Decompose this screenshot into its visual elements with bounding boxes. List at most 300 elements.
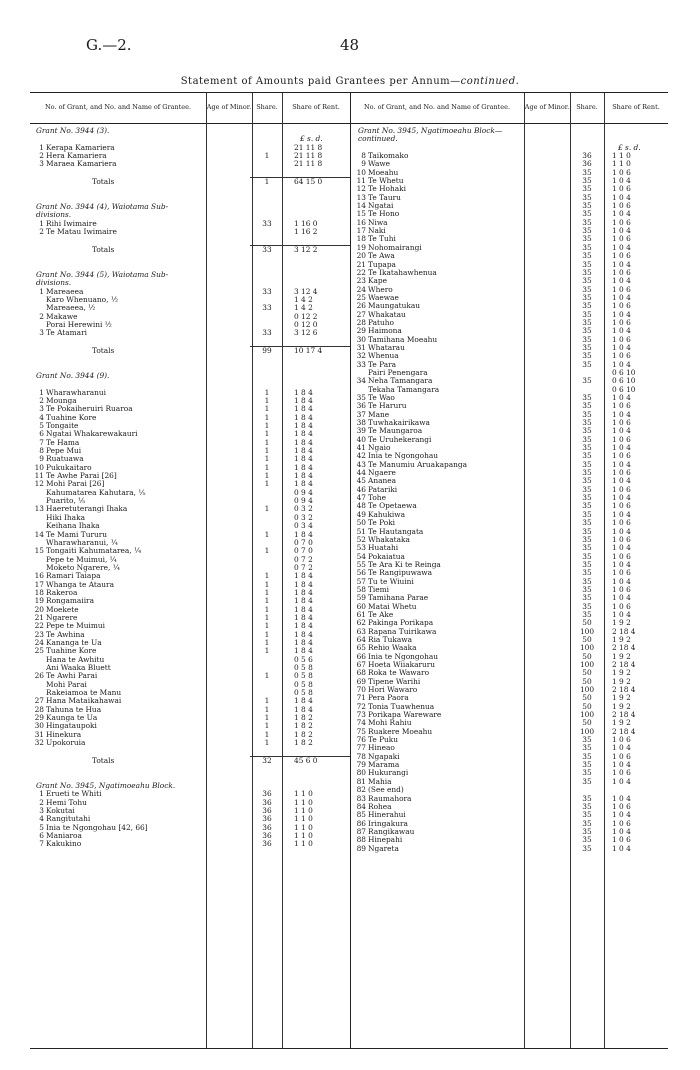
grant-heading (32, 203, 350, 211)
grantee-rent: 0 5 8 (294, 688, 313, 698)
grantee-rent: 1 0 4 (612, 743, 631, 753)
grantee-name: Haeretuterangi Ihaka (46, 504, 128, 514)
blank-row (32, 338, 350, 346)
grantee-name: Roka te Wawaro (368, 668, 430, 678)
grantee-number: 21 (34, 612, 44, 622)
grantee-name: Ngaio (368, 443, 391, 453)
grantee-number: 73 (356, 710, 366, 720)
grantee-rent: 1 0 6 (612, 518, 631, 528)
grantee-number: 1 (39, 387, 44, 397)
grantee-number: 8 (39, 446, 44, 456)
grantee-share: 50 (582, 693, 592, 703)
grantee-rent: 0 6 10 (612, 367, 636, 377)
grantee-name: Te Haruru (368, 401, 407, 411)
grantee-rent: 2 18 4 (612, 710, 636, 720)
grantee-share: 35 (582, 184, 592, 194)
grantee-share: 50 (582, 634, 592, 644)
grantee-number: 36 (356, 401, 366, 411)
grantee-share: 1 (264, 151, 270, 161)
grantee-rent: 21 11 8 (294, 142, 323, 152)
grantee-rent: 1 0 4 (612, 593, 631, 603)
grant-heading (32, 372, 350, 380)
grantee-rent: 1 9 2 (612, 676, 631, 686)
grantee-name: Rangikawau (368, 826, 415, 836)
grantee-number: 1 (39, 789, 44, 799)
grantee-name: Waewae (368, 292, 399, 302)
grantee-number: 61 (356, 609, 366, 619)
grantee-number: 54 (356, 551, 366, 561)
grantee-rent: 1 1 0 (294, 789, 313, 799)
grantee-name: Whatarau (368, 342, 405, 352)
grantee-share: 36 (262, 839, 272, 849)
grantee-name: Porikapa Wareware (368, 710, 442, 720)
grantee-share: 35 (582, 259, 592, 269)
grantee-rent: 1 9 2 (612, 634, 631, 644)
grantee-number: 1 (39, 218, 44, 228)
grantee-share: 36 (262, 797, 272, 807)
grantee-name: Hana Mataikahawai (46, 696, 122, 706)
grantee-number: 80 (356, 768, 366, 778)
grantee-number: 10 (34, 462, 44, 472)
grantee-number: 31 (34, 729, 44, 739)
blank-row (32, 186, 350, 194)
grantee-rent: 1 0 6 (612, 835, 631, 845)
grantee-rent: 1 0 4 (612, 192, 631, 202)
grantee-number: 79 (356, 760, 366, 770)
grantee-number: 42 (356, 451, 366, 461)
grantee-share: 1 (264, 729, 270, 739)
grantee-rent: 1 8 4 (294, 604, 313, 614)
grantee-name: Tuahine Kore (46, 646, 97, 656)
grantee-rent: 1 8 4 (294, 462, 313, 472)
grantee-share: 35 (582, 317, 592, 327)
grantee-row (32, 329, 350, 337)
grantee-number: 5 (39, 421, 44, 431)
grantee-rent: 0 12 0 (294, 319, 318, 329)
grantee-name: Whakataka (368, 534, 410, 544)
grantee-number: 12 (356, 184, 366, 194)
grantee-name: Ngareta (368, 843, 399, 853)
grantee-name: Hukurangi (368, 768, 409, 778)
grantee-name: Te Ikatahawhenua (368, 267, 437, 277)
grantee-number: 24 (356, 284, 366, 294)
document-reference: G.—2. (86, 36, 132, 54)
grantee-share: 1 (264, 504, 270, 514)
grantee-number: 22 (356, 267, 366, 277)
grantee-number: 23 (356, 276, 366, 286)
grantee-name: Tonia Tuawhenua (368, 701, 435, 711)
grantee-rent: 1 1 0 (612, 159, 631, 169)
grantee-number: 22 (34, 621, 44, 631)
blank-row (32, 254, 350, 262)
grantee-share: 35 (582, 443, 592, 453)
grantee-name: Patariki (368, 484, 398, 494)
grantee-share: 33 (262, 328, 272, 338)
grantee-rent: 1 0 4 (612, 793, 631, 803)
grantee-rent: 1 0 6 (612, 418, 631, 428)
grant-heading-text: Grant No. 3944 (9). (36, 370, 110, 380)
grantee-rent: 1 9 2 (612, 693, 631, 703)
grantee-share: 35 (582, 401, 592, 411)
blank-row (32, 169, 350, 177)
grantee-rent: 1 8 4 (294, 421, 313, 431)
grantee-share: 36 (262, 830, 272, 840)
grant-heading-text: Grant No. 3944 (4), Waiotama Sub- (36, 202, 169, 212)
grantee-rent: 0 3 2 (294, 512, 313, 522)
grantee-number: 2 (39, 311, 44, 321)
grantee-name: Mohi Rahiu (368, 718, 412, 728)
grantee-rent: 1 1 0 (294, 805, 313, 815)
grantee-share: 35 (582, 551, 592, 561)
grantee-name: Hinepahi (368, 835, 403, 845)
grantee-rent: 1 8 2 (294, 729, 313, 739)
grantee-rent: 1 8 2 (294, 721, 313, 731)
grantee-row (32, 228, 350, 236)
totals-share: 1 (264, 177, 270, 187)
grantee-number: 7 (39, 839, 44, 849)
grantee-name: Hinekura (46, 729, 82, 739)
grantee-share: 35 (582, 242, 592, 252)
grantee-number: 87 (356, 826, 366, 836)
grantee-rent: 1 0 6 (612, 534, 631, 544)
grantee-number: 72 (356, 701, 366, 711)
grantee-rent: 3 12 6 (294, 328, 318, 338)
grantee-share: 35 (582, 434, 592, 444)
currency-units: £ s. d. (618, 142, 641, 152)
grantee-rent: 1 8 4 (294, 579, 313, 589)
grantee-row (32, 160, 350, 168)
grantee-share: 35 (582, 826, 592, 836)
grantee-rent: 0 6 10 (612, 376, 636, 386)
grantee-rent: 2 18 4 (612, 726, 636, 736)
grantee-name: Te Maungaroa (368, 426, 423, 436)
grantee-number: 86 (356, 818, 366, 828)
blank-row (32, 355, 350, 363)
grantee-rent: 1 0 6 (612, 484, 631, 494)
grantee-row (32, 840, 350, 848)
grantee-rent: 1 8 4 (294, 446, 313, 456)
grantee-rent: 1 0 4 (612, 342, 631, 352)
grantee-share: 35 (582, 743, 592, 753)
grantee-number: 3 (39, 805, 44, 815)
grantee-number: 7 (39, 437, 44, 447)
page-number: 48 (340, 36, 360, 54)
grantee-name: Mareaeea, ½ (46, 303, 96, 313)
grantee-rent: 1 0 6 (612, 184, 631, 194)
grantee-name: Whakatau (368, 309, 406, 319)
grantee-number: 30 (356, 334, 366, 344)
center-rule (350, 93, 351, 1048)
grantee-share: 1 (264, 671, 270, 681)
grant-heading-text: Grant No. 3944 (3). (36, 126, 110, 135)
grantee-rent: 1 0 6 (612, 251, 631, 261)
grantee-name: Hiki Ihaka (46, 512, 85, 522)
grantee-rent: 1 8 4 (294, 479, 313, 489)
grantee-number: 5 (39, 822, 44, 832)
grantee-rent: 1 1 0 (294, 797, 313, 807)
left-column-rows (32, 127, 350, 849)
grantee-share: 35 (582, 326, 592, 336)
grantee-name: Te Hautangata (368, 526, 424, 536)
grantee-rent: 1 0 6 (612, 468, 631, 478)
grantee-name: Te Pokaiheruiri Ruaroa (46, 404, 133, 414)
grantee-name: Moekete (46, 604, 79, 614)
grantee-rent: 0 5 8 (294, 671, 313, 681)
grantee-name: Tongaite (46, 421, 79, 431)
grantee-rent: 1 0 4 (612, 810, 631, 820)
grantee-name: Te Awhe Parai [26] (46, 471, 117, 481)
grantee-number: 64 (356, 634, 366, 644)
grantee-rent: 1 0 4 (612, 509, 631, 519)
grantee-name: Maraea Kamariera (46, 159, 117, 169)
grantee-share: 35 (582, 843, 592, 853)
grantee-number: 40 (356, 434, 366, 444)
grantee-name: Te Hama (46, 437, 80, 447)
grantee-rent: 0 7 2 (294, 562, 313, 572)
grantee-name: Rakeroa (46, 587, 78, 597)
grantee-number: 11 (356, 176, 366, 186)
grantee-number: 10 (356, 167, 366, 177)
grantee-share: 1 (264, 396, 270, 405)
grantee-number: 70 (356, 685, 366, 695)
grantee-name: Rakeiamoa te Manu (46, 688, 122, 698)
grantee-name: Ramari Taiapa (46, 571, 101, 581)
grantee-rent: 1 0 6 (612, 568, 631, 578)
grantee-number: 26 (356, 301, 366, 311)
grantee-share: 35 (582, 835, 592, 845)
col-header-rent-right: Share of Rent. (604, 93, 668, 124)
grantee-name: Moketo Ngarere, ¼ (46, 562, 120, 572)
grantee-name: Mareaeea (46, 286, 84, 296)
grantee-share: 35 (582, 576, 592, 586)
grantee-rent: 1 0 4 (612, 292, 631, 302)
totals-share: 99 (262, 345, 272, 355)
blank-row (32, 236, 350, 244)
grantee-rent: 0 5 8 (294, 679, 313, 689)
grantee-rent: 1 1 0 (294, 814, 313, 824)
grantee-name: Te Awhi Parai (46, 671, 98, 681)
grantee-number: 74 (356, 718, 366, 728)
grantee-rent: 1 0 4 (612, 526, 631, 536)
grantee-rent: 1 16 2 (294, 227, 318, 237)
grantee-rent: 1 8 4 (294, 387, 313, 397)
grantee-number: 76 (356, 735, 366, 745)
grantee-share: 100 (579, 685, 595, 695)
col-header-age-left: Age of Minor. (206, 93, 252, 124)
grantee-share: 33 (262, 303, 272, 313)
grantee-share: 1 (264, 529, 270, 539)
totals-amount: 64 15 0 (294, 177, 323, 187)
grantee-name: Te Whetu (368, 176, 404, 186)
grantee-number: 27 (356, 309, 366, 319)
grantee-number: 38 (356, 418, 366, 428)
grantee-number: 67 (356, 660, 366, 669)
grantee-share: 35 (582, 509, 592, 519)
grantee-number: 16 (34, 571, 44, 581)
grantee-rent: 1 0 6 (612, 401, 631, 411)
grantee-name: Mohi Parai [26] (46, 479, 105, 489)
grantee-share: 35 (582, 226, 592, 236)
grantee-number: 11 (34, 471, 44, 481)
grantee-name: Te Wao (368, 393, 395, 402)
totals-label: Totals (92, 345, 115, 355)
grantee-share: 35 (582, 559, 592, 569)
grantee-rent: 1 9 2 (612, 718, 631, 728)
grantee-share: 35 (582, 409, 592, 419)
grantee-number: 34 (356, 376, 366, 386)
grantee-share: 35 (582, 751, 592, 761)
grantee-number: 65 (356, 643, 366, 653)
grantee-name: Ruatuawa (46, 454, 84, 464)
grantee-rent: 1 8 4 (294, 437, 313, 447)
grantee-number: 59 (356, 593, 366, 603)
grantee-name: Rongamaiira (46, 596, 94, 606)
grantee-number: 13 (356, 192, 366, 202)
grantee-number: 25 (356, 292, 366, 302)
grantee-number: 82 (356, 785, 366, 795)
grantee-number: 15 (34, 546, 44, 556)
col-header-share-left: Share. (252, 93, 282, 124)
grantee-number: 39 (356, 426, 366, 436)
grantee-name: Ngatai Whakarewakauri (46, 429, 138, 439)
grantee-rent: 0 7 0 (294, 546, 313, 556)
grantee-rent: 1 0 4 (612, 826, 631, 836)
grant-heading-text: divisions. (36, 210, 72, 220)
grantee-name: Inia te Ngongohau (368, 451, 439, 461)
grantee-number: 45 (356, 476, 366, 486)
totals-label: Totals (92, 244, 115, 254)
grantee-share: 100 (579, 643, 595, 653)
grantee-name: Tamihana Parae (368, 593, 429, 603)
grantee-rent: 1 8 4 (294, 429, 313, 439)
grantee-name: Te Ara Ki te Reinga (368, 559, 441, 569)
grantee-number: 47 (356, 493, 366, 503)
grantee-table (30, 92, 668, 1049)
grantee-share: 1 (264, 704, 270, 714)
grantee-number: 3 (39, 328, 44, 338)
grantee-share: 35 (582, 309, 592, 319)
grantee-number: 81 (356, 776, 366, 786)
grantee-rent: 1 8 2 (294, 713, 313, 723)
grantee-share: 35 (582, 351, 592, 361)
totals-label: Totals (92, 755, 115, 765)
grant-heading-text: Grant No. 3945, Ngatimoeahu Block. (36, 780, 176, 790)
grantee-rent: 0 3 4 (294, 521, 313, 531)
grantee-number: 41 (356, 443, 366, 453)
grantee-rent: 1 0 4 (612, 209, 631, 219)
grantee-number: 57 (356, 576, 366, 586)
grantee-share: 35 (582, 601, 592, 611)
grantee-number: 21 (356, 259, 366, 269)
grantee-share: 35 (582, 609, 592, 619)
grantee-number: 48 (356, 501, 366, 511)
grantee-name: Te Tuhi (368, 234, 396, 244)
grantee-number: 29 (34, 713, 44, 723)
grantee-rent: 1 0 6 (612, 284, 631, 294)
grantee-name: Te Ake (368, 609, 394, 619)
grant-heading-text: Grant No. 3944 (5), Waiotama Sub- (36, 269, 169, 279)
totals-row (92, 177, 350, 187)
grantee-share: 50 (582, 701, 592, 711)
grantee-rent: 1 8 4 (294, 596, 313, 606)
grantee-number: 13 (34, 504, 44, 514)
grantee-rent: 0 12 2 (294, 311, 318, 321)
grantee-number: 30 (34, 721, 44, 731)
grantee-name: Inia te Ngongohau [42, 66] (46, 822, 148, 832)
grantee-rent: 1 1 0 (294, 830, 313, 840)
grantee-rent: 1 0 4 (612, 309, 631, 319)
grantee-name: Taikomako (368, 151, 409, 161)
grantee-share: 36 (262, 789, 272, 799)
grantee-number: 20 (34, 604, 44, 614)
grantee-name: Kokutai (46, 805, 75, 815)
grantee-share: 35 (582, 426, 592, 436)
grantee-rent: 1 0 4 (612, 443, 631, 453)
grantee-share: 36 (262, 814, 272, 824)
grantee-share: 35 (582, 768, 592, 778)
grantee-rent: 1 0 4 (612, 476, 631, 486)
grantee-name: Tamihana Moeahu (368, 334, 438, 344)
grantee-share: 35 (582, 376, 592, 386)
totals-share: 32 (262, 755, 272, 765)
grantee-name: Wharawharanui, ¼ (46, 537, 118, 547)
right-column-rows (354, 127, 668, 853)
grantee-rent: 1 8 4 (294, 637, 313, 647)
grantee-name: Keihana Ihaka (46, 521, 100, 531)
grantee-name: Tupapa (368, 259, 396, 269)
grantee-name: Pakinga Porikapa (368, 618, 434, 628)
grantee-share: 1 (264, 621, 270, 631)
totals-amount: 3 12 2 (294, 244, 318, 254)
grantee-name: Whero (368, 284, 393, 294)
grantee-number: 17 (356, 226, 366, 236)
grantee-number: 44 (356, 468, 366, 478)
grantee-share: 33 (262, 218, 272, 228)
title-main: Statement of Amounts paid Grantees per Annum— (180, 76, 461, 87)
grantee-share: 35 (582, 251, 592, 261)
grantee-name: Hana te Awhitu (46, 654, 105, 664)
grantee-rent: 1 9 2 (612, 618, 631, 628)
grantee-rent: 1 0 6 (612, 601, 631, 611)
grantee-name: Hineao (368, 743, 395, 753)
grantee-number: 15 (356, 209, 366, 219)
grantee-rent: 1 8 2 (294, 738, 313, 748)
grantee-name: Mohi Parai (46, 679, 87, 689)
grantee-number: 88 (356, 835, 366, 845)
grantee-name: Wharawharanui (46, 387, 107, 397)
grantee-rent: 1 4 2 (294, 294, 313, 304)
grantee-name: Ani Waaka Bluett (46, 663, 111, 672)
grantee-share: 35 (582, 451, 592, 461)
grantee-rent: 1 0 6 (612, 301, 631, 311)
grantee-rent: 1 0 6 (612, 167, 631, 177)
grantee-name: Hemi Tohu (46, 797, 87, 807)
grantee-share: 35 (582, 760, 592, 770)
grantee-name: Ruakere Moeahu (368, 726, 433, 736)
grantee-rent: 3 12 4 (294, 286, 318, 296)
grantee-number: 66 (356, 651, 366, 661)
grant-heading (354, 127, 668, 135)
grantee-share: 35 (582, 484, 592, 494)
grantee-name: Kaunga te Ua (46, 713, 98, 723)
grantee-share: 35 (582, 518, 592, 528)
grantee-share: 35 (582, 192, 592, 202)
grantee-number: 14 (34, 529, 44, 539)
grantee-share: 1 (264, 421, 270, 431)
grantee-share: 50 (582, 718, 592, 728)
grantee-name: Naki (368, 226, 386, 236)
grantee-share: 35 (582, 276, 592, 286)
